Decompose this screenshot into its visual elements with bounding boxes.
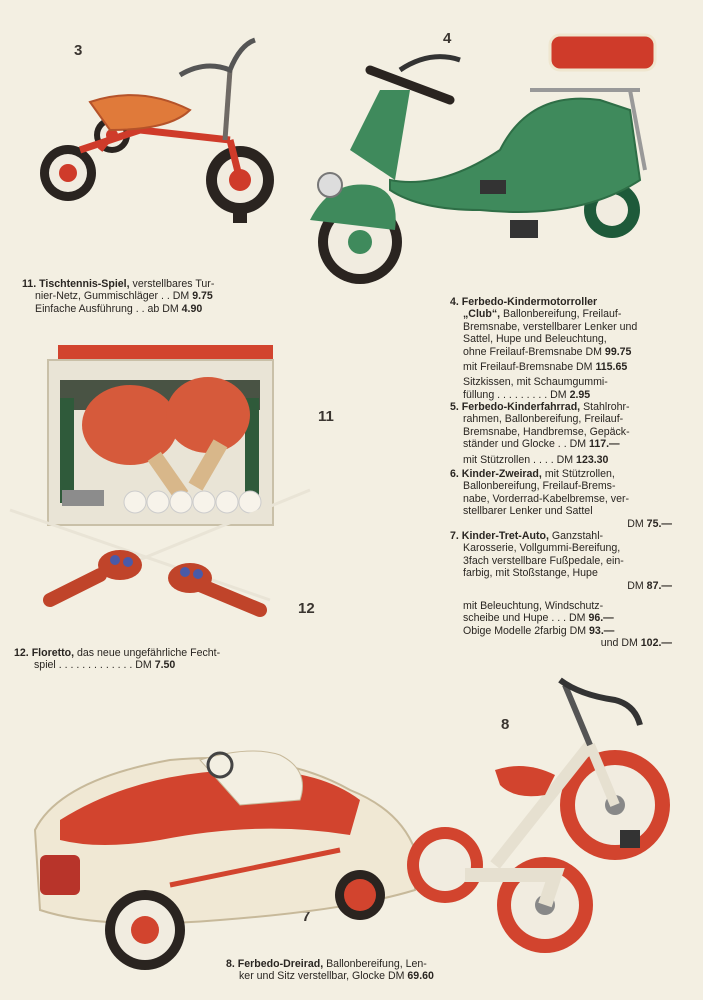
item-5-line0: Stahlrohr- [583,401,630,413]
dreirad-image [405,665,690,970]
item-7-price-3: 93.— [589,624,615,637]
item-5-price-1: 117.— [589,438,620,451]
figure-number-8: 8 [501,716,510,733]
item-8-line1: Ballonbereifung, Len- [326,958,427,970]
floretto-fencing-image [10,490,310,630]
item-11-description [22,278,265,315]
item-5-line3: ständer und Glocke . . DM [463,438,587,451]
item-7-line0: Ganzstahl- [551,530,604,542]
item-12-line1: das neue ungefährliche Fecht- [77,647,221,659]
item-6-line0: mit Stützrollen, [544,468,615,480]
item-4-line7: füllung . . . . . . . . . DM [463,388,567,401]
item-5-title: Ferbedo-Kinderfahrrad, [461,401,581,413]
item-5-number: 5. [450,401,459,413]
item-7-line6: scheibe und Hupe . . . DM [463,612,586,625]
item-5-line2: Bremsnabe, Handbremse, Gepäck- [463,425,630,438]
item-6-line2: nabe, Vorderrad-Kabelbremse, ver- [463,492,630,505]
item-6-price: 75.— [646,517,672,530]
item-7-number: 7. [450,530,459,542]
figure-number-7: 7 [302,908,311,925]
item-4-subtitle: „Club“, [463,308,501,321]
item-6-line3: stellbarer Lenker und Sattel [463,505,593,518]
item-12-line2: spiel . . . . . . . . . . . . . DM [34,659,152,672]
figure-number-3: 3 [74,42,83,59]
item-4-price-2: 115.65 [595,361,628,374]
item-7-line7: Obige Modelle 2farbig DM [463,624,587,637]
item-7-line4: DM [627,579,644,592]
item-8-price: 69.60 [407,970,434,983]
item-6-line1: Ballonbereifung, Freilauf-Brems- [463,480,616,493]
item-7-price-2: 96.— [588,612,614,625]
item-7-price-4: 102.— [640,637,672,650]
item-4-line2: Bremsnabe, verstellbarer Lenker und [463,320,638,333]
item-7-title: Kinder-Tret-Auto, [461,530,549,542]
item-4-price-3: 2.95 [569,388,591,401]
item-7-line5: mit Beleuchtung, Windschutz- [463,600,604,613]
item-11-price-2: 4.90 [181,302,203,315]
item-5-line1: rahmen, Ballonbereifung, Freilauf- [463,413,624,426]
item-8-number: 8. [226,958,235,970]
item-12-number: 12. [14,647,29,659]
item-4-line5: mit Freilauf-Bremsnabe DM [463,361,593,374]
item-4-line4: ohne Freilauf-Bremsnabe DM [463,345,602,358]
item-11-number: 11. [22,278,37,290]
item-7-description [450,530,672,650]
figure-number-11: 11 [318,408,334,425]
item-8-line2: ker und Sitz verstellbar, Glocke DM [239,970,405,983]
item-4-line1: Ballonbereifung, Freilauf- [503,308,622,321]
figure-number-4: 4 [443,30,452,47]
item-5-description [450,401,672,466]
pedal-car-image [20,740,420,970]
item-4-number: 4. [450,296,459,308]
item-7-line2: 3fach verstellbare Fußpedale, ein- [463,554,624,567]
item-12-title: Floretto, [31,647,75,659]
item-12-price: 7.50 [154,659,176,672]
item-4-description [450,296,672,401]
item-12-description [14,647,274,672]
item-11-line2: nier-Netz, Gummischläger . . DM [35,290,190,303]
figure-number-12: 12 [298,600,315,617]
item-7-line3: farbig, mit Stoßstange, Hupe [463,567,598,580]
item-7-price-1: 87.— [646,579,672,592]
item-7-line1: Karosserie, Vollgummi-Bereifung, [463,542,621,555]
item-4-line3: Sattel, Hupe und Beleuchtung, [463,333,607,346]
item-5-price-2: 123.30 [576,453,609,466]
item-8-description [226,958,476,983]
item-11-line3: Einfache Ausführung . . ab DM [35,302,179,315]
item-8-title: Ferbedo-Dreirad, [237,958,324,970]
item-6-number: 6. [450,468,459,480]
tricycle-image [30,30,290,230]
item-6-line4: DM [627,517,644,530]
item-6-description [450,468,672,530]
item-4-title: Ferbedo-Kindermotorroller [461,296,598,308]
scooter-image [300,30,670,290]
item-11-price-1: 9.75 [192,290,213,303]
item-4-price-1: 99.75 [604,345,632,358]
item-6-title: Kinder-Zweirad, [461,468,542,480]
item-7-line8: und DM [600,637,638,650]
item-11-line1: verstellbares Tur- [132,278,215,290]
item-4-line6: Sitzkissen, mit Schaumgummi- [463,376,608,389]
item-5-line4: mit Stützrollen . . . . DM [463,453,574,466]
item-11-title: Tischtennis-Spiel, [39,278,130,290]
